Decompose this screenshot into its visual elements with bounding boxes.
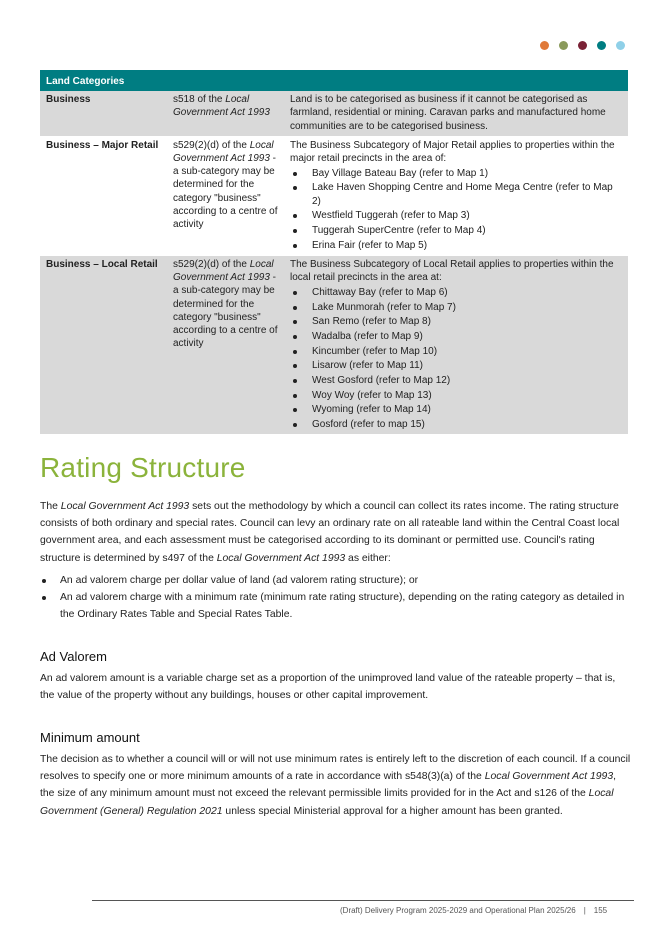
category-cell: Business – Major Retail xyxy=(40,136,167,255)
list-item: Woy Woy (refer to Map 13) xyxy=(290,389,622,402)
list-item: Gosford (refer to map 15) xyxy=(290,418,622,431)
description-cell: Land is to be categorised as business if it cannot be categorised as farmland, residential or mining. Caravan parks and manufactured home communities are to be categorised business. xyxy=(284,91,628,136)
description-cell: The Business Subcategory of Major Retail applies to properties within the major retail precincts in the area of: Bay Village Bateau Bay (refer to Map 1) Lake Haven Shopping Centre and Home Mega Centre (refer to Map 2) Westfield Tuggerah (refer to Map 3) Tuggerah SuperCentre (refer to Map 4) Erina Fair (refer to Map 5) xyxy=(284,136,628,255)
dot-orange xyxy=(540,41,549,50)
list-item: San Remo (refer to Map 8) xyxy=(290,315,622,328)
page-number: 155 xyxy=(593,906,608,915)
list-item: An ad valorem charge per dollar value of land (ad valorem rating structure); or xyxy=(40,572,632,589)
list-item: Bay Village Bateau Bay (refer to Map 1) xyxy=(290,167,622,180)
list-item: Lisarow (refer to Map 11) xyxy=(290,359,622,372)
dot-light-blue xyxy=(616,41,625,50)
list-item: Wyoming (refer to Map 14) xyxy=(290,403,622,416)
list-item: Lake Munmorah (refer to Map 7) xyxy=(290,301,622,314)
rating-structure-heading: Rating Structure xyxy=(40,452,246,483)
legislation-cell: s518 of the Local Government Act 1993 xyxy=(167,91,284,136)
category-cell: Business – Local Retail xyxy=(40,255,167,434)
list-item: Lake Haven Shopping Centre and Home Mega Centre (refer to Map 2) xyxy=(290,181,622,207)
dot-teal xyxy=(597,41,606,50)
description-cell: The Business Subcategory of Local Retail applies to properties within the local retail precincts in the area at: Chittaway Bay (refer to Map 6) Lake Munmorah (refer to Map 7) San Remo (refer to Map 8) Wadalba (refer to Map 9) Kincumber (refer to Map 10) Lisarow (refer to Map 11) West Gosford (refer to Map 12) Woy Woy (refer to Map 13) Wyoming (refer to Map 14) Gosford (refer to map 15) xyxy=(284,255,628,434)
minimum-amount-heading: Minimum amount xyxy=(40,730,140,745)
table-row xyxy=(40,255,628,434)
category-cell: Business xyxy=(40,91,167,136)
table-row xyxy=(40,91,628,136)
list-item: Tuggerah SuperCentre (refer to Map 4) xyxy=(290,224,622,237)
footer-divider xyxy=(92,900,634,901)
table-row xyxy=(40,136,628,255)
list-item: West Gosford (refer to Map 12) xyxy=(290,374,622,387)
list-item: Wadalba (refer to Map 9) xyxy=(290,330,622,343)
list-item: Chittaway Bay (refer to Map 6) xyxy=(290,286,622,299)
list-item: Westfield Tuggerah (refer to Map 3) xyxy=(290,209,622,222)
list-item: Erina Fair (refer to Map 5) xyxy=(290,239,622,252)
footer-title: (Draft) Delivery Program 2025-2029 and Operational Plan 2025/26 xyxy=(340,906,576,915)
decorative-dots xyxy=(540,41,625,50)
dot-maroon xyxy=(578,41,587,50)
footer-separator: | xyxy=(583,906,586,915)
legislation-cell: s529(2)(d) of the Local Government Act 1993 - a sub-category may be determined for the category "business" according to a centre of activity xyxy=(167,255,284,434)
land-categories-table xyxy=(40,70,628,435)
list-item: An ad valorem charge with a minimum rate (minimum rate rating structure), depending on the rating category as detailed in the Ordinary Rates Table and Special Rates Table. xyxy=(40,589,632,623)
dot-olive xyxy=(559,41,568,50)
list-item: Kincumber (refer to Map 10) xyxy=(290,345,622,358)
page-footer xyxy=(340,906,607,915)
legislation-cell: s529(2)(d) of the Local Government Act 1993 - a sub-category may be determined for the category "business" according to a centre of activity xyxy=(167,136,284,255)
rating-bullets xyxy=(40,572,632,624)
rating-intro: The Local Government Act 1993 sets out the methodology by which a council can collect its rates income. The rating structure consists of both ordinary and special rates. Council can levy an ordinary rate on all rateable land within the Central Coast local government area, and each assessment must be categorised according to its dominant or permitted use. Council's rating structure is determined by s497 of the Local Government Act 1993 as either: xyxy=(40,501,620,564)
minimum-amount-text: The decision as to whether a council will or will not use minimum rates is entirely left to the discretion of each council. If a council resolves to specify one or more minimum amounts of a rate in accordance with s548(3)(a) of the Local Government Act 1993, the size of any minimum amount must not exceed the relevant permissible limits provided for in the Act and s126 of the Local Government (General) Regulation 2021 unless special Ministerial approval for a higher amount has been granted. xyxy=(40,754,631,817)
ad-valorem-heading: Ad Valorem xyxy=(40,649,107,664)
table-header: Land Categories xyxy=(40,70,628,91)
ad-valorem-text: An ad valorem amount is a variable charge set as a proportion of the unimproved land value of the rateable property – that is, the value of the property without any buildings, houses or other capital improvement. xyxy=(40,673,616,702)
